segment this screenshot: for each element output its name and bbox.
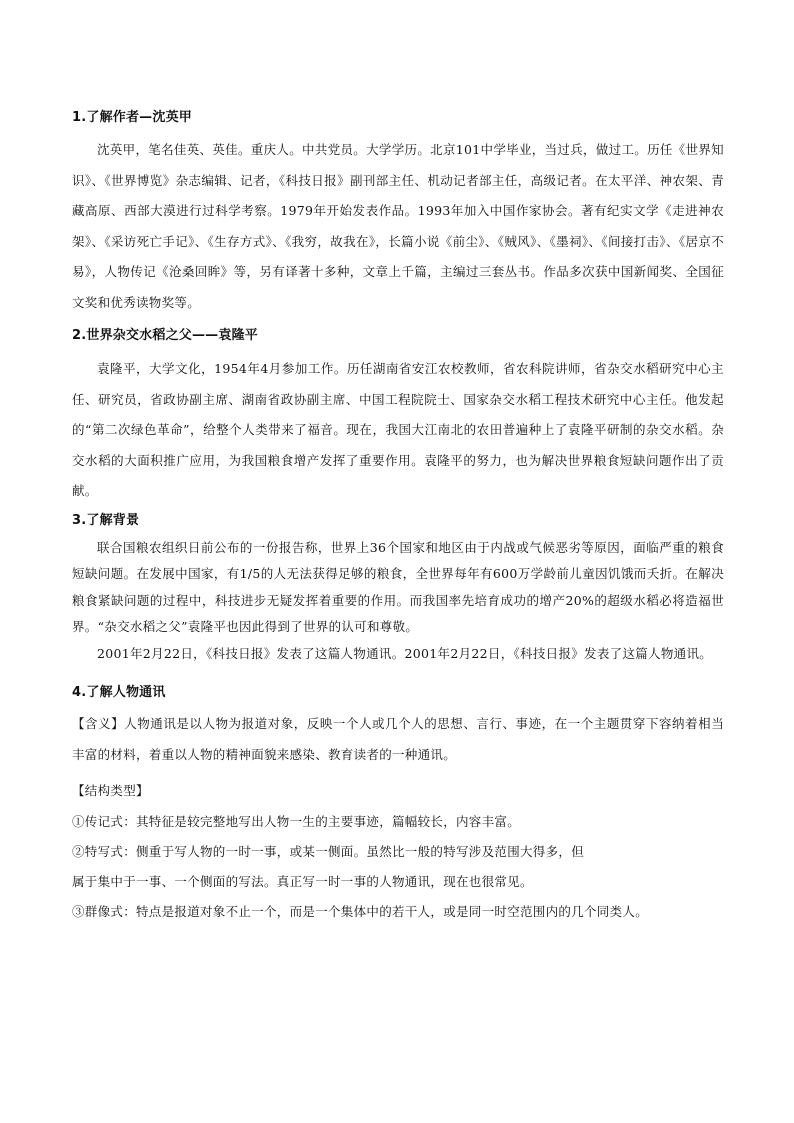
structure-types-label: 【结构类型】 xyxy=(72,783,149,798)
section-heading-background: 3.了解背景 xyxy=(72,512,140,528)
list-item: 属于集中于一事、一个侧面的写法。真正写一时一事的人物通讯，现在也很常见。 xyxy=(72,873,533,889)
section-heading-yuan-longping: 2.世界杂交水稻之父——袁隆平 xyxy=(72,328,258,343)
definition-text: 人物通讯是以人物为报道对象，反映一个人或几个人的思想、言行、事迹，在一个主题贯穿下容纳着相当丰富的材料，着重以人物的精神面貌来感染、教育读者的一种通讯。 xyxy=(72,716,724,762)
paragraph-background: 联合国粮农组织日前公布的一份报告称，世界上36个国家和地区由于内战或气候恶劣等原因，面临严重的粮食短缺问题。在发展中国家，有1/5的人无法获得足够的粮食，全世界每年有600万学龄前儿童因饥饿而夭折。在解决粮食紧缺问题的过程中，科技进步无疑发挥着重要的作用。而我国率先培育成功的增产20%的超级水稻必将造福世界。“杂交水稻之父”袁隆平也因此得到了世界的认可和尊敬。 xyxy=(72,539,724,634)
paragraph-definition xyxy=(72,709,724,770)
definition-label: 【含义】 xyxy=(72,716,125,731)
section-heading-author: 1.了解作者—沈英甲 xyxy=(72,110,192,125)
paragraph-author-bio: 沈英甲，笔名佳英、英佳。重庆人。中共党员。大学学历。北京101中学毕业，当过兵，做过工。历任《世界知识》、《世界博览》杂志编辑、记者，《科技日报》副刊部主任、机动记者部主任，高级记者。在太平洋、神农架、青藏高原、西部大漠进行过科学考察。1979年开始发表作品。1993年加入中国作家协会。著有纪实文学《走进神农架》、《采访死亡手记》、《生存方式》、《我穷，故我在》，长篇小说《前尘》、《贼风》、《墨祠》、《间接打击》、《居京不易》，人物传记《沧桑回眸》等，另有译著十多种，文章上千篇，主编过三套丛书。作品多次获中国新闻奖、全国征文奖和优秀读物奖等。 xyxy=(72,142,724,310)
document-body xyxy=(72,104,724,927)
paragraph-publication-note: 2001年2月22日，《科技日报》发表了这篇人物通讯。2001年2月22日，《科技日报》发表了这篇人物通讯。 xyxy=(97,645,713,661)
structure-types-list xyxy=(72,807,724,927)
list-item: ②特写式：侧重于写人物的一时一事，或某一侧面。虽然比一般的特写涉及范围大得多，但 xyxy=(72,843,585,859)
paragraph-yuan-longping-bio: 袁隆平，大学文化，1954年4月参加工作。历任湖南省安江农校教师，省农科院讲师，省杂交水稻研究中心主任、研究员，省政协副主席、湖南省政协副主席、中国工程院院士、国家杂交水稻工程技术研究中心主任。他发起的“第二次绿色革命”，给整个人类带来了福音。现在，我国大江南北的农田普遍种上了袁隆平研制的杂交水稻。杂交水稻的大面积推广应用，为我国粮食增产发挥了重要作用。袁隆平的努力，也为解决世界粮食短缺问题作出了贡献。 xyxy=(72,361,724,498)
list-item: ①传记式：其特征是较完整地写出人物一生的主要事迹，篇幅较长，内容丰富。 xyxy=(72,813,521,829)
list-item: ③群像式：特点是报道对象不止一个，而是一个集体中的若干人，或是同一时空范围内的几个同类人。 xyxy=(72,903,649,919)
section-heading-profile-report: 4.了解人物通讯 xyxy=(72,685,166,700)
